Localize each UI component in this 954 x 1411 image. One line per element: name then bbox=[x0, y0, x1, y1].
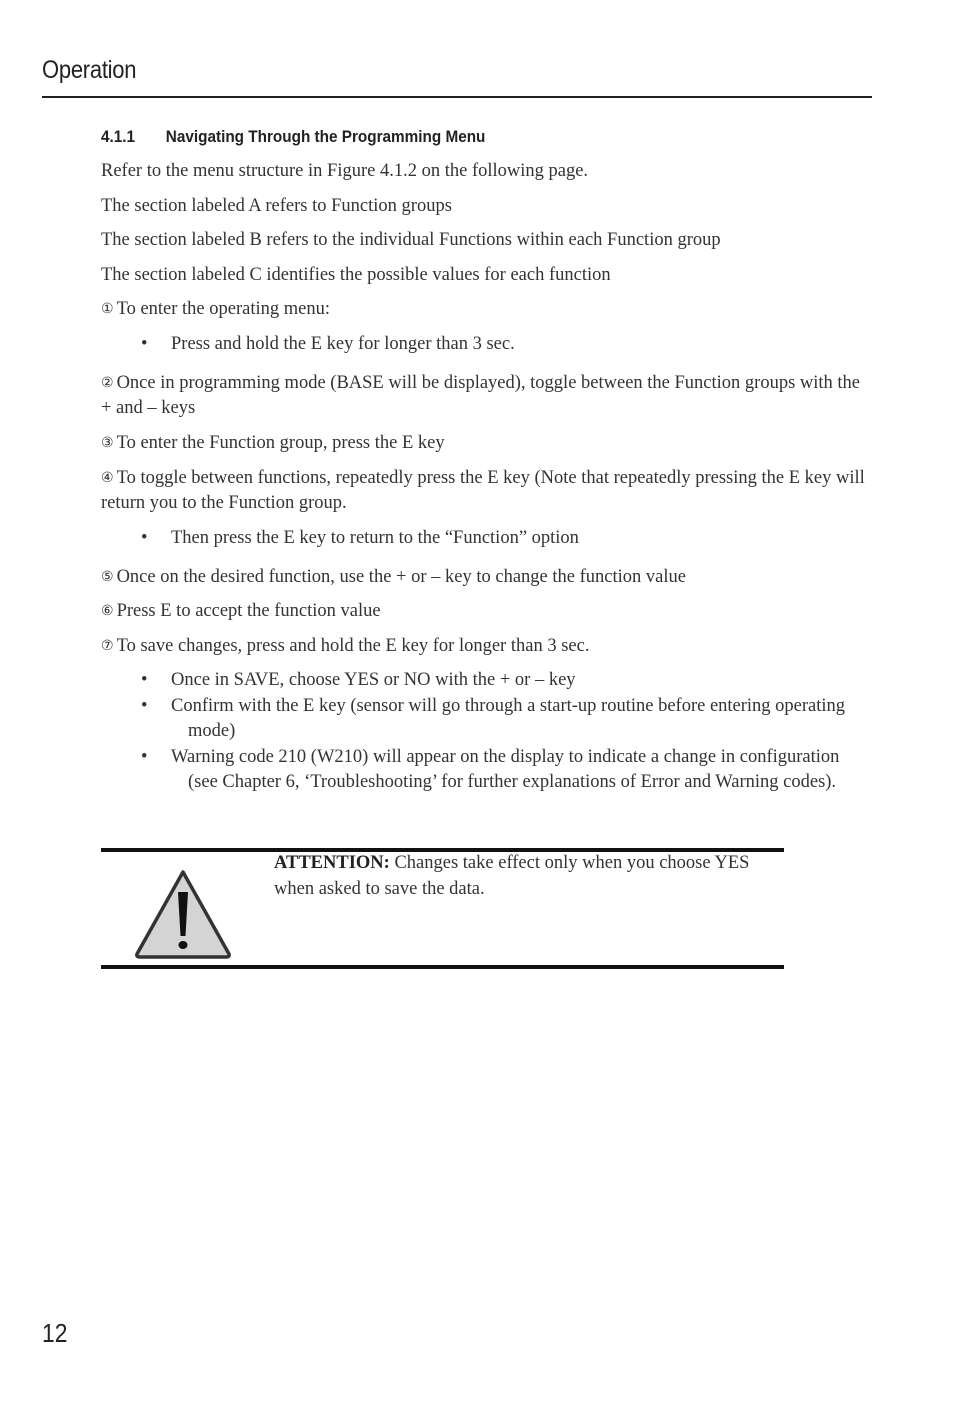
bullet-text: Confirm with the E key (sensor will go through a start-up routine before entering operating mode) bbox=[171, 696, 846, 741]
intro-paragraph: The section labeled A refers to Function groups bbox=[101, 196, 452, 216]
intro-paragraph: The section labeled C identifies the possible values for each function bbox=[101, 265, 611, 285]
bullet-dot: • bbox=[141, 747, 148, 767]
step-marker: ⑥ bbox=[101, 604, 114, 619]
section-heading bbox=[101, 127, 485, 147]
attention-bottom-rule bbox=[101, 965, 784, 969]
step-5 bbox=[101, 565, 871, 590]
bullet-item bbox=[141, 668, 871, 693]
step-marker: ④ bbox=[101, 471, 114, 486]
step-text: Once on the desired function, use the + or – key to change the function value bbox=[116, 567, 686, 587]
step-text: To toggle between functions, repeatedly press the E key (Note that repeatedly pressing the E key will return you to the Function group. bbox=[101, 468, 865, 513]
page-number: 12 bbox=[42, 1318, 68, 1348]
step-marker: ② bbox=[101, 376, 114, 391]
bullet-dot: • bbox=[141, 696, 148, 716]
bullet-text: Press and hold the E key for longer than 3 sec. bbox=[171, 334, 515, 354]
bullet-item bbox=[141, 526, 871, 551]
bullet-dot: • bbox=[141, 528, 148, 548]
bullet-text: Warning code 210 (W210) will appear on the display to indicate a change in configuration (see Chapter 6, ‘Troubleshooting’ for further explanations of Error and Warning codes). bbox=[171, 747, 840, 792]
step-3 bbox=[101, 431, 871, 456]
intro-paragraph: The section labeled B refers to the individual Functions within each Function group bbox=[101, 230, 721, 250]
bullet-item bbox=[141, 694, 871, 744]
step-marker: ① bbox=[101, 302, 114, 317]
bullet-item bbox=[141, 332, 871, 357]
intro-paragraph: Refer to the menu structure in Figure 4.1.2 on the following page. bbox=[101, 161, 589, 181]
step-4 bbox=[101, 466, 871, 516]
step-2 bbox=[101, 371, 871, 421]
warning-triangle-icon bbox=[133, 868, 233, 960]
step-text: Press E to accept the function value bbox=[116, 601, 381, 621]
attention-label: ATTENTION: bbox=[274, 853, 390, 873]
bullet-dot: • bbox=[141, 670, 148, 690]
step-marker: ⑦ bbox=[101, 639, 114, 654]
step-marker: ⑤ bbox=[101, 570, 114, 585]
step-marker: ③ bbox=[101, 436, 114, 451]
step-6 bbox=[101, 599, 871, 624]
section-title: Navigating Through the Programming Menu bbox=[165, 127, 486, 146]
attention-text bbox=[274, 850, 774, 902]
step-text: To enter the Function group, press the E key bbox=[116, 433, 445, 453]
section-number: 4.1.1 bbox=[101, 127, 136, 146]
attention-message: Changes take effect only when you choose YES when asked to save the data. bbox=[274, 853, 750, 899]
bullet-item bbox=[141, 745, 871, 795]
step-text: Once in programming mode (BASE will be displayed), toggle between the Function groups with the + and – keys bbox=[101, 373, 861, 418]
bullet-text: Then press the E key to return to the “Function” option bbox=[171, 528, 579, 548]
step-1 bbox=[101, 297, 871, 322]
step-text: To save changes, press and hold the E key for longer than 3 sec. bbox=[116, 636, 590, 656]
step-text: To enter the operating menu: bbox=[116, 299, 330, 319]
header-rule bbox=[42, 96, 872, 98]
step-7 bbox=[101, 634, 871, 659]
bullet-text: Once in SAVE, choose YES or NO with the + or – key bbox=[171, 670, 576, 690]
header-title: Operation bbox=[42, 56, 137, 84]
bullet-dot: • bbox=[141, 334, 148, 354]
